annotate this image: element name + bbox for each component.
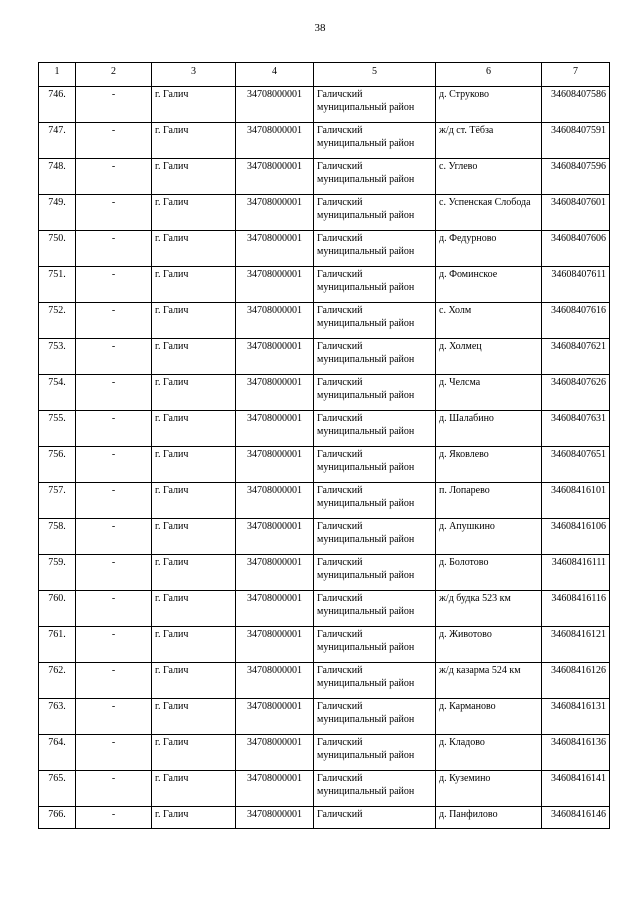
header-cell: 7 [542,63,610,87]
header-row [39,63,610,87]
settlement-cell: д. Федурново [436,231,542,267]
column-2-cell: - [76,735,152,771]
table-row [39,267,610,303]
settlement-cell: с. Углево [436,159,542,195]
district-cell: Галичский муниципальный район [314,123,436,159]
column-2-cell: - [76,87,152,123]
table-row [39,123,610,159]
district-cell: Галичский муниципальный район [314,195,436,231]
table-row [39,411,610,447]
city-cell: г. Галич [152,303,236,339]
city-cell: г. Галич [152,699,236,735]
table-row [39,303,610,339]
oktmo-cell: 34608407601 [542,195,610,231]
header-cell: 3 [152,63,236,87]
column-2-cell: - [76,159,152,195]
code-cell: 34708000001 [236,303,314,339]
oktmo-cell: 34608416136 [542,735,610,771]
header-cell: 4 [236,63,314,87]
code-cell: 34708000001 [236,555,314,591]
settlement-cell: с. Успенская Слобода [436,195,542,231]
row-number: 750. [39,231,76,267]
row-number: 760. [39,591,76,627]
district-cell: Галичский муниципальный район [314,663,436,699]
settlement-cell: ж/д будка 523 км [436,591,542,627]
city-cell: г. Галич [152,519,236,555]
column-2-cell: - [76,555,152,591]
settlement-cell: д. Шалабино [436,411,542,447]
table-row [39,555,610,591]
table-row [39,807,610,829]
column-2-cell: - [76,699,152,735]
oktmo-cell: 34608407586 [542,87,610,123]
city-cell: г. Галич [152,195,236,231]
city-cell: г. Галич [152,447,236,483]
settlement-cell: д. Струково [436,87,542,123]
row-number: 765. [39,771,76,807]
settlement-cell: п. Лопарево [436,483,542,519]
district-cell: Галичский муниципальный район [314,447,436,483]
city-cell: г. Галич [152,591,236,627]
district-cell: Галичский муниципальный район [314,771,436,807]
row-number: 758. [39,519,76,555]
code-cell: 34708000001 [236,735,314,771]
district-cell: Галичский муниципальный район [314,339,436,375]
settlement-cell: д. Болотово [436,555,542,591]
settlement-cell: д. Карманово [436,699,542,735]
district-cell: Галичский муниципальный район [314,267,436,303]
city-cell: г. Галич [152,159,236,195]
district-cell: Галичский муниципальный район [314,627,436,663]
district-cell: Галичский муниципальный район [314,483,436,519]
oktmo-cell: 34608407631 [542,411,610,447]
oktmo-cell: 34608407651 [542,447,610,483]
settlement-cell: д. Кладово [436,735,542,771]
column-2-cell: - [76,231,152,267]
row-number: 757. [39,483,76,519]
code-cell: 34708000001 [236,771,314,807]
column-2-cell: - [76,519,152,555]
code-cell: 34708000001 [236,699,314,735]
row-number: 755. [39,411,76,447]
settlement-cell: д. Панфилово [436,807,542,829]
row-number: 747. [39,123,76,159]
district-cell: Галичский муниципальный район [314,699,436,735]
city-cell: г. Галич [152,735,236,771]
row-number: 761. [39,627,76,663]
settlement-cell: д. Челсма [436,375,542,411]
settlement-cell: д. Фоминское [436,267,542,303]
city-cell: г. Галич [152,411,236,447]
column-2-cell: - [76,411,152,447]
oktmo-cell: 34608416116 [542,591,610,627]
district-cell: Галичский [314,807,436,829]
row-number: 753. [39,339,76,375]
code-cell: 34708000001 [236,627,314,663]
code-cell: 34708000001 [236,159,314,195]
header-cell: 1 [39,63,76,87]
settlement-cell: ж/д казарма 524 км [436,663,542,699]
settlement-cell: д. Куземино [436,771,542,807]
table-row [39,483,610,519]
oktmo-cell: 34608416131 [542,699,610,735]
row-number: 763. [39,699,76,735]
column-2-cell: - [76,771,152,807]
settlement-cell: д. Холмец [436,339,542,375]
code-cell: 34708000001 [236,447,314,483]
code-cell: 34708000001 [236,339,314,375]
table-row [39,195,610,231]
column-2-cell: - [76,807,152,829]
city-cell: г. Галич [152,663,236,699]
page-number: 38 [314,22,326,34]
column-2-cell: - [76,267,152,303]
district-cell: Галичский муниципальный район [314,411,436,447]
table-row [39,627,610,663]
table-row [39,159,610,195]
table-row [39,735,610,771]
code-cell: 34708000001 [236,519,314,555]
column-2-cell: - [76,483,152,519]
row-number: 764. [39,735,76,771]
district-cell: Галичский муниципальный район [314,87,436,123]
table-row [39,771,610,807]
city-cell: г. Галич [152,123,236,159]
settlement-cell: д. Апушкино [436,519,542,555]
code-cell: 34708000001 [236,663,314,699]
settlement-cell: с. Холм [436,303,542,339]
code-cell: 34708000001 [236,807,314,829]
row-number: 749. [39,195,76,231]
table-header [39,63,610,87]
column-2-cell: - [76,591,152,627]
table-body [39,87,610,829]
header-cell: 6 [436,63,542,87]
district-cell: Галичский муниципальный район [314,303,436,339]
column-2-cell: - [76,447,152,483]
city-cell: г. Галич [152,627,236,663]
oktmo-cell: 34608416146 [542,807,610,829]
row-number: 756. [39,447,76,483]
oktmo-cell: 34608407591 [542,123,610,159]
oktmo-cell: 34608407626 [542,375,610,411]
row-number: 762. [39,663,76,699]
code-cell: 34708000001 [236,123,314,159]
district-cell: Галичский муниципальный район [314,735,436,771]
district-cell: Галичский муниципальный район [314,375,436,411]
column-2-cell: - [76,375,152,411]
oktmo-cell: 34608416111 [542,555,610,591]
oktmo-cell: 34608407611 [542,267,610,303]
settlement-cell: д. Животово [436,627,542,663]
oktmo-cell: 34608416141 [542,771,610,807]
table-row [39,87,610,123]
city-cell: г. Галич [152,339,236,375]
oktmo-cell: 34608407606 [542,231,610,267]
code-cell: 34708000001 [236,195,314,231]
code-cell: 34708000001 [236,411,314,447]
table-row [39,663,610,699]
code-cell: 34708000001 [236,267,314,303]
code-cell: 34708000001 [236,231,314,267]
district-cell: Галичский муниципальный район [314,159,436,195]
oktmo-cell: 34608407616 [542,303,610,339]
table-row [39,591,610,627]
row-number: 754. [39,375,76,411]
settlement-register-table [38,62,610,829]
row-number: 759. [39,555,76,591]
column-2-cell: - [76,303,152,339]
column-2-cell: - [76,123,152,159]
row-number: 748. [39,159,76,195]
code-cell: 34708000001 [236,483,314,519]
header-cell: 2 [76,63,152,87]
code-cell: 34708000001 [236,375,314,411]
city-cell: г. Галич [152,375,236,411]
district-cell: Галичский муниципальный район [314,519,436,555]
oktmo-cell: 34608416121 [542,627,610,663]
city-cell: г. Галич [152,555,236,591]
oktmo-cell: 34608416106 [542,519,610,555]
oktmo-cell: 34608407621 [542,339,610,375]
city-cell: г. Галич [152,267,236,303]
table-row [39,231,610,267]
table-row [39,339,610,375]
row-number: 766. [39,807,76,829]
table-row [39,519,610,555]
table-row [39,447,610,483]
code-cell: 34708000001 [236,591,314,627]
oktmo-cell: 34608416101 [542,483,610,519]
district-cell: Галичский муниципальный район [314,591,436,627]
oktmo-cell: 34608416126 [542,663,610,699]
column-2-cell: - [76,663,152,699]
city-cell: г. Галич [152,771,236,807]
row-number: 746. [39,87,76,123]
header-cell: 5 [314,63,436,87]
district-cell: Галичский муниципальный район [314,231,436,267]
row-number: 751. [39,267,76,303]
settlement-cell: ж/д ст. Тёбза [436,123,542,159]
city-cell: г. Галич [152,483,236,519]
code-cell: 34708000001 [236,87,314,123]
table-row [39,699,610,735]
city-cell: г. Галич [152,87,236,123]
row-number: 752. [39,303,76,339]
district-cell: Галичский муниципальный район [314,555,436,591]
column-2-cell: - [76,195,152,231]
column-2-cell: - [76,627,152,663]
oktmo-cell: 34608407596 [542,159,610,195]
column-2-cell: - [76,339,152,375]
table-row [39,375,610,411]
city-cell: г. Галич [152,231,236,267]
city-cell: г. Галич [152,807,236,829]
settlement-cell: д. Яковлево [436,447,542,483]
